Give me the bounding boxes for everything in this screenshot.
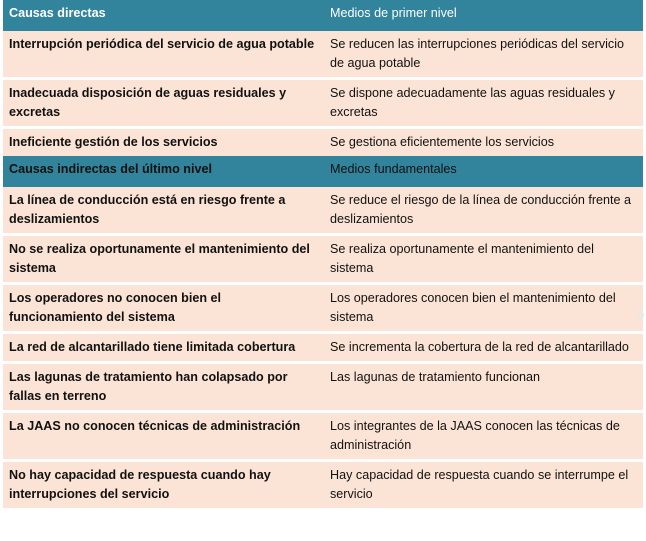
table-row [3, 412, 643, 461]
header-direct-causes: Causas directas [3, 0, 324, 31]
cause-cell: No se realiza oportunamente el mantenimiento del sistema [3, 235, 324, 284]
means-cell: Se reduce el riesgo de la línea de conducción frente a deslizamientos [324, 187, 643, 235]
header-row-indirect [3, 156, 643, 187]
means-cell: Se dispone adecuadamente las aguas residuales y excretas [324, 79, 643, 128]
cause-cell: Inadecuada disposición de aguas residuales y excretas [3, 79, 324, 128]
cause-cell: Las lagunas de tratamiento han colapsado por fallas en terreno [3, 363, 324, 412]
table-row [3, 284, 643, 333]
cause-cell: La JAAS no conocen técnicas de administración [3, 412, 324, 461]
means-cell: Se realiza oportunamente el mantenimiento del sistema [324, 235, 643, 284]
table-row [3, 333, 643, 363]
causes-means-table [3, 0, 643, 508]
table-row [3, 235, 643, 284]
scroll-handle[interactable] [638, 312, 644, 318]
table-row [3, 363, 643, 412]
means-cell: Se reducen las interrupciones periódicas del servicio de agua potable [324, 31, 643, 79]
header-indirect-causes: Causas indirectas del último nivel [3, 156, 324, 187]
means-cell: Se gestiona eficientemente los servicios [324, 128, 643, 157]
cause-cell: La red de alcantarillado tiene limitada cobertura [3, 333, 324, 363]
means-cell: Hay capacidad de respuesta cuando se interrumpe el servicio [324, 461, 643, 509]
table-row [3, 187, 643, 235]
means-cell: Los integrantes de la JAAS conocen las técnicas de administración [324, 412, 643, 461]
cause-cell: La línea de conducción está en riesgo frente a deslizamientos [3, 187, 324, 235]
means-cell: Se incrementa la cobertura de la red de alcantarillado [324, 333, 643, 363]
table-row [3, 461, 643, 509]
header-row-direct [3, 0, 643, 31]
header-first-level-means: Medios de primer nivel [324, 0, 643, 31]
table-row [3, 31, 643, 79]
header-fundamental-means: Medios fundamentales [324, 156, 643, 187]
means-cell: Las lagunas de tratamiento funcionan [324, 363, 643, 412]
table-row [3, 128, 643, 157]
table-row [3, 79, 643, 128]
cause-cell: Interrupción periódica del servicio de agua potable [3, 31, 324, 79]
cause-cell: Los operadores no conocen bien el funcionamiento del sistema [3, 284, 324, 333]
means-cell: Los operadores conocen bien el mantenimiento del sistema [324, 284, 643, 333]
cause-cell: No hay capacidad de respuesta cuando hay interrupciones del servicio [3, 461, 324, 509]
cause-cell: Ineficiente gestión de los servicios [3, 128, 324, 157]
